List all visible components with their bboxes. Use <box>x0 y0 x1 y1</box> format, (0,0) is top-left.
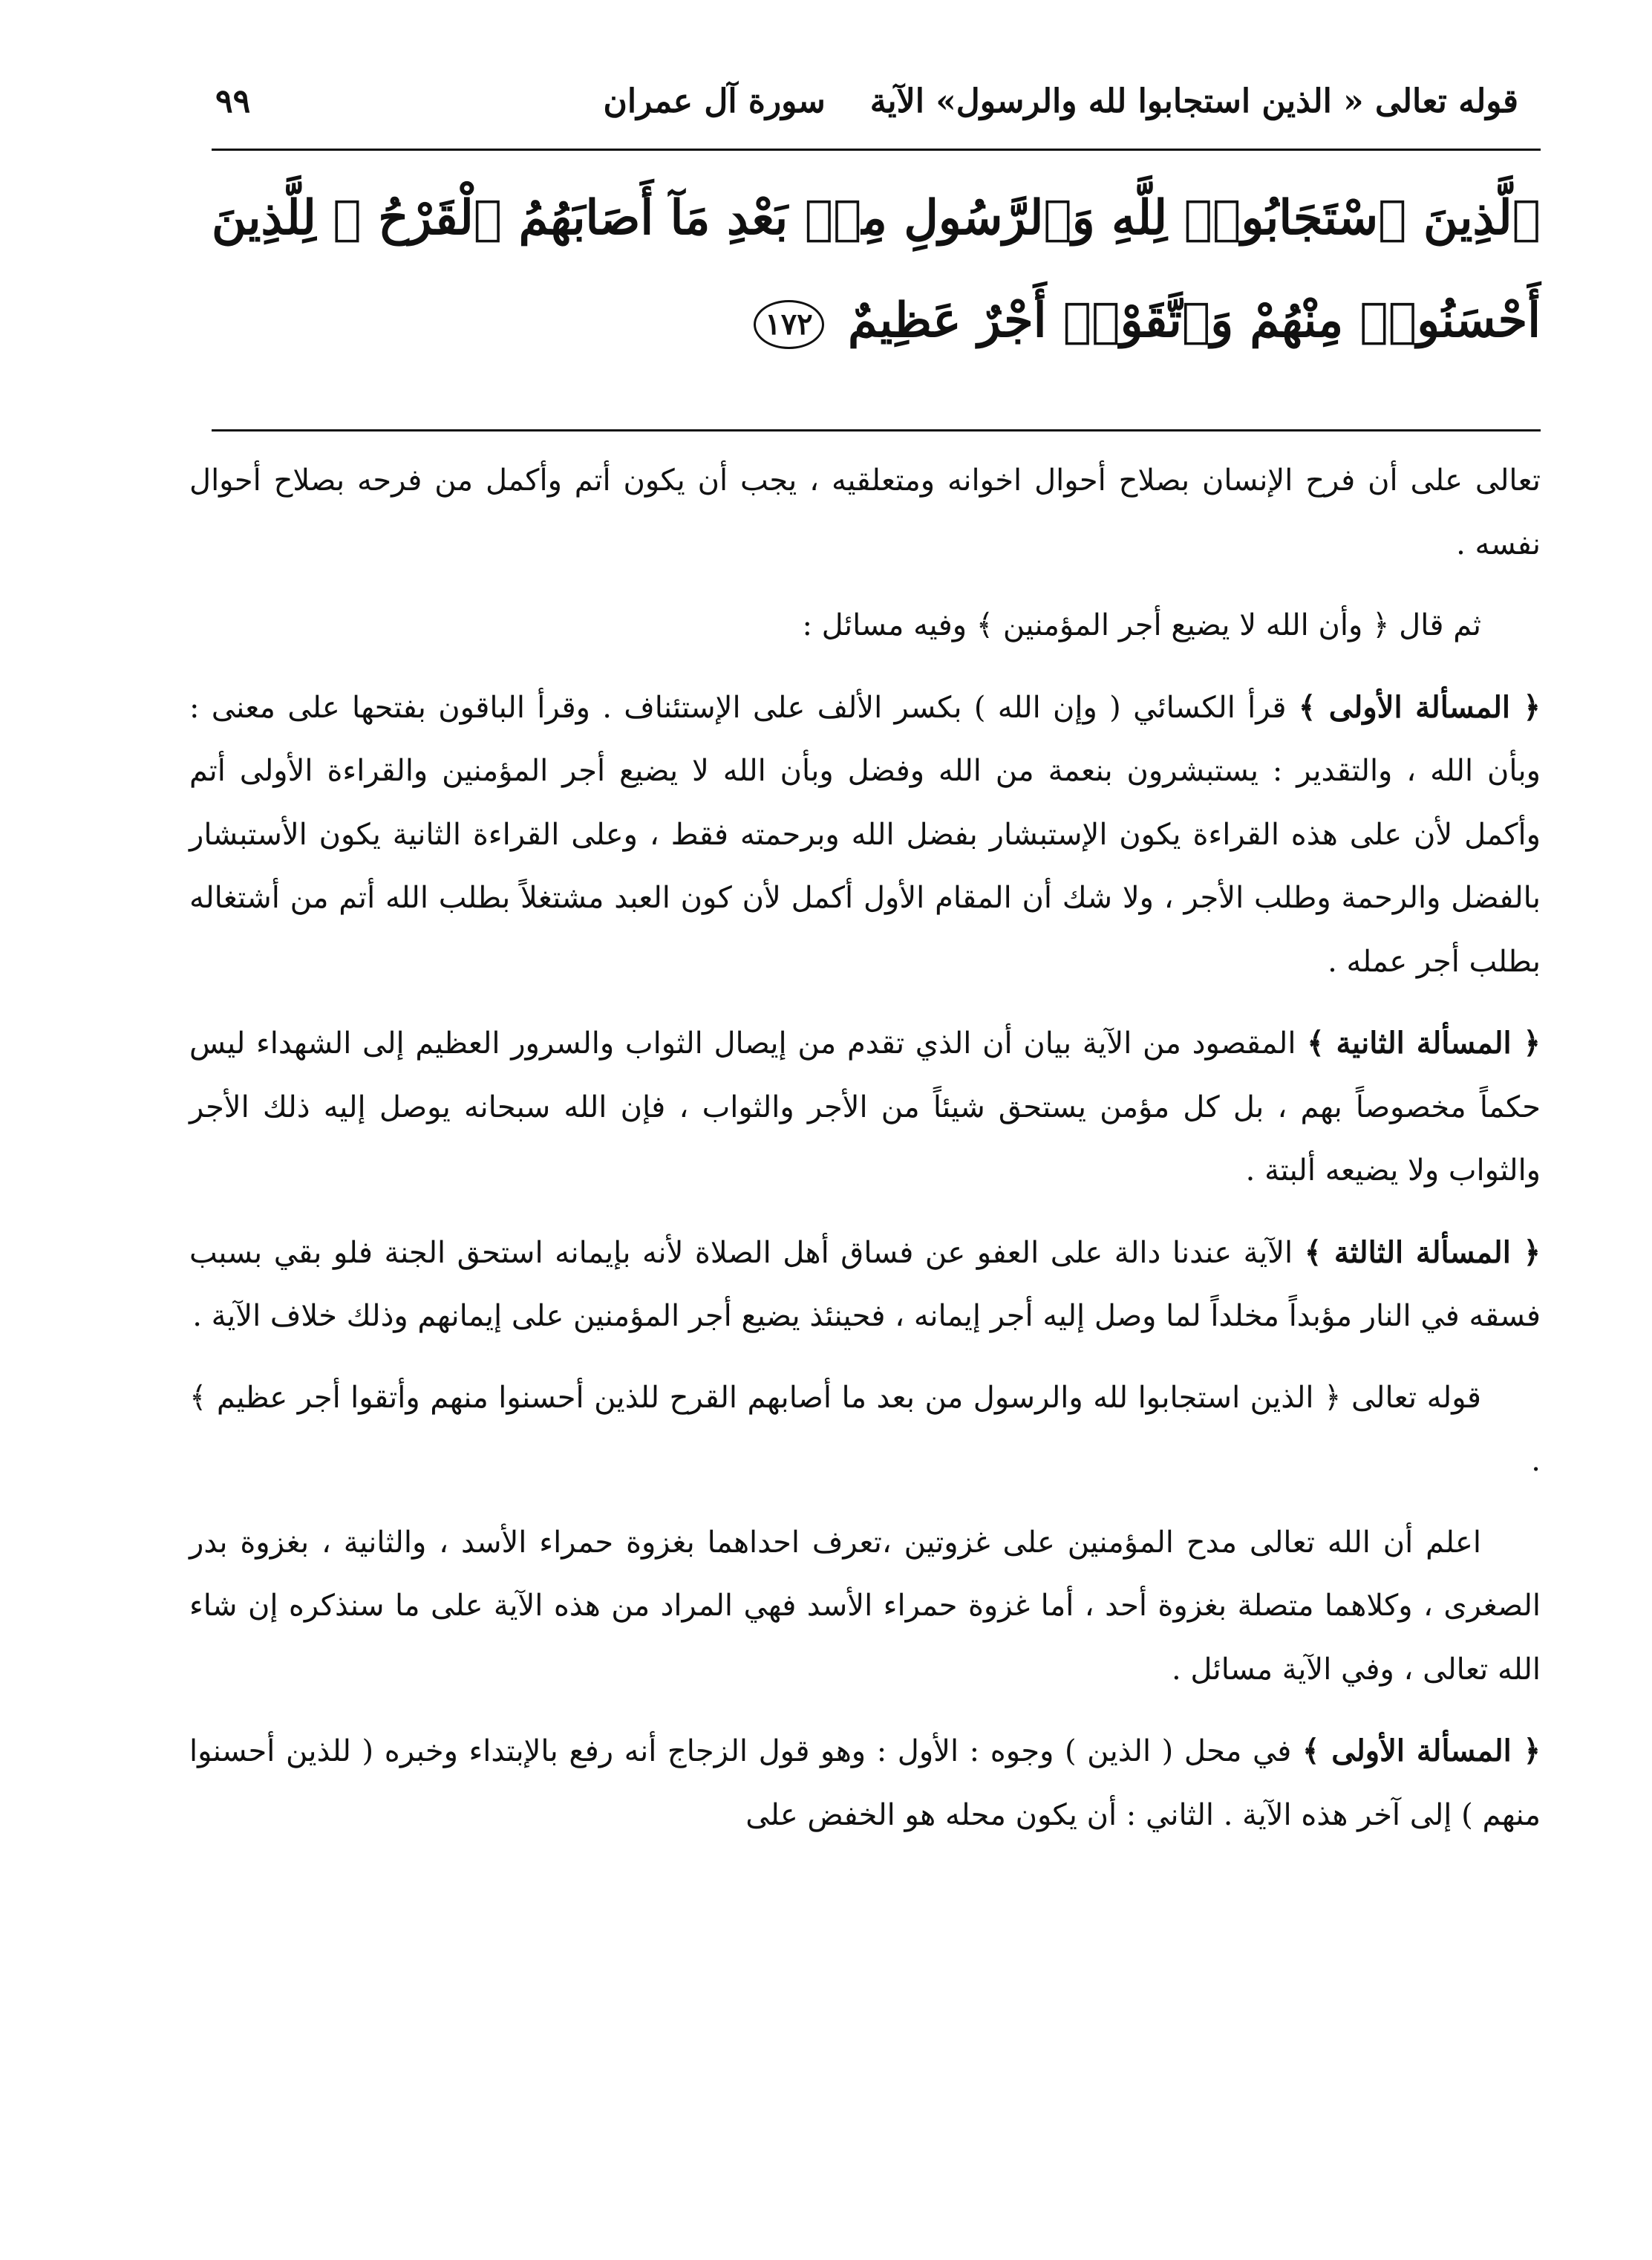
issue-heading: ﴿ المسألة الأولى ﴾ <box>1298 689 1541 725</box>
paragraph-text: في محل ( الذين ) وجوه : الأول : وهو قول الزجاج أنه رفع بالإبتداء وخبره ( للذين أحسنوا منهم ) إلى آخر هذه الآية . الثاني : أن يكون محله هو الخفض على <box>189 1734 1541 1832</box>
verse-number-marker: ١٧٢ <box>754 300 823 349</box>
header-title: قوله تعالى « الذين استجابوا لله والرسول» الآية <box>869 82 1518 120</box>
paragraph <box>189 1511 1541 1702</box>
page-number: ٩٩ <box>215 82 251 120</box>
paragraph <box>189 1012 1541 1203</box>
paragraph-text: ثم قال ﴿ وأن الله لا يضيع أجر المؤمنين ﴾ وفيه مسائل : <box>802 608 1481 642</box>
header-rule <box>212 149 1541 151</box>
issue-heading: ﴿ المسألة الثالثة ﴾ <box>1304 1234 1541 1270</box>
commentary-text <box>189 449 1541 1847</box>
paragraph-text: قرأ الكسائي ( وإن الله ) بكسر الألف على الإستئناف . وقرأ الباقون بفتحها على معنى : وبأن الله ، والتقدير : يستبشرون بنعمة من الله وفضل وبأن الله لا يضيع أجر المؤمنين والقراءة الأولى أتم وأكمل لأن على هذه القراءة يكون الإستبشار بفضل الله وبرحمته فقط ، وعلى القراءة الثانية يكون الأستبشار بالفضل والرحمة وطلب الأجر ، ولا شك أن المقام الأول أكمل لأن كون العبد مشتغلاً بطلب الله أتم من أشتغاله بطلب أجر عمله . <box>189 690 1541 979</box>
paragraph-text: الآية عندنا دالة على العفو عن فساق أهل الصلاة لأنه بإيمانه استحق الجنة فلو بقي بسبب فسقه في النار مؤبداً مخلداً لما وصل إليه أجر إيمانه ، فحينئذ يضيع أجر المؤمنين على إيمانهم وذلك خلاف الآية . <box>189 1235 1541 1333</box>
verse-text: ٱلَّذِينَ ٱسْتَجَابُوا۟ لِلَّهِ وَٱلرَّسُولِ مِنۢ بَعْدِ مَآ أَصَابَهُمُ ٱلْقَرْحُ ۚ لِلَّذِينَ أَحْسَنُوا۟ مِنْهُمْ وَٱتَّقَوْا۟ أَجْرٌ عَظِيمٌ <box>212 190 1541 348</box>
issue-heading: ﴿ المسألة الثانية ﴾ <box>1307 1026 1541 1061</box>
paragraph <box>189 1221 1541 1349</box>
issue-heading: ﴿ المسألة الأولى ﴾ <box>1302 1733 1541 1768</box>
paragraph <box>189 449 1541 576</box>
verse-rule <box>212 429 1541 432</box>
paragraph-text: تعالى على أن فرح الإنسان بصلاح أحوال اخوانه ومتعلقيه ، يجب أن يكون أتم وأكمل من فرحه بصلاح أحوال نفسه . <box>189 463 1541 561</box>
paragraph-text: اعلم أن الله تعالى مدح المؤمنين على غزوتين ،تعرف احداهما بغزوة حمراء الأسد ، والثانية ، بغزوة بدر الصغرى ، وكلاهما متصلة بغزوة أحد ، أما غزوة حمراء الأسد فهي المراد من هذه الآية على ما سنذكره إن شاء الله تعالى ، وفي الآية مسائل . <box>189 1525 1541 1687</box>
paragraph <box>189 1367 1541 1494</box>
paragraph <box>189 594 1541 658</box>
running-header <box>215 71 1518 131</box>
header-surah-name: سورة آل عمران <box>603 82 826 120</box>
paragraph-text: قوله تعالى ﴿ الذين استجابوا لله والرسول من بعد ما أصابهم القرح للذين أحسنوا منهم وأتقوا أجر عظيم ﴾ . <box>189 1380 1541 1478</box>
paragraph-text: المقصود من الآية بيان أن الذي تقدم من إيصال الثواب والسرور العظيم إلى الشهداء ليس حكماً مخصوصاً بهم ، بل كل مؤمن يستحق شيئاً من الأجر والثواب ، فإن الله سبحانه يوصل إليه ذلك الأجر والثواب ولا يضيعه ألبتة . <box>189 1026 1541 1188</box>
quran-verse <box>212 167 1541 372</box>
paragraph <box>189 676 1541 994</box>
paragraph <box>189 1719 1541 1847</box>
